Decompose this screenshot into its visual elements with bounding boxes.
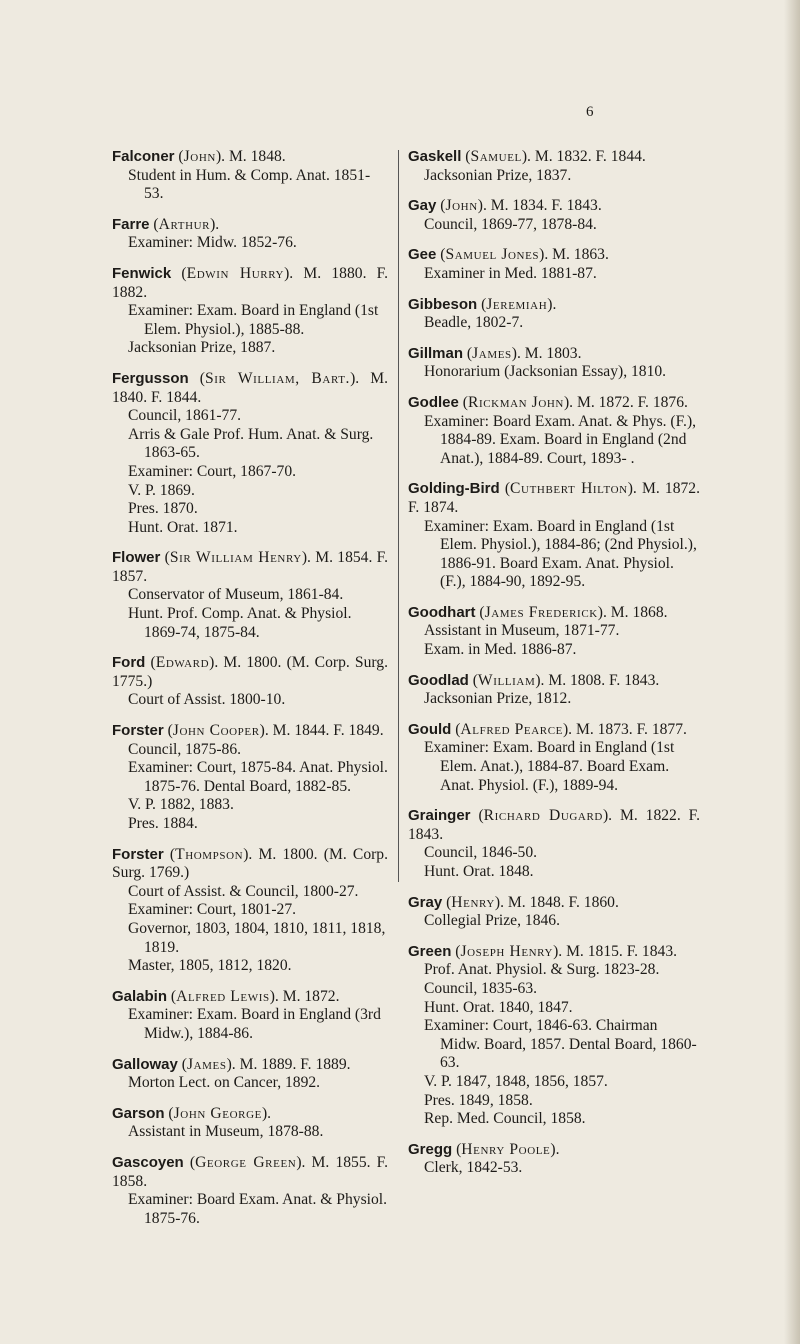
entry-detail-line: Governor, 1803, 1804, 1810, 1811, 1818, 1819. xyxy=(128,919,386,956)
entry-detail-line: Council, 1875-86. xyxy=(128,740,242,758)
entry-detail-line: V. P. 1882, 1883. xyxy=(128,796,234,814)
entry-surname: Gee xyxy=(408,246,437,264)
entry-detail-line: Council, 1835-63. xyxy=(424,979,538,997)
biographical-entry xyxy=(112,1056,388,1093)
entry-heading: Forster (Thompson). M. 1800. (M. Corp. Surg. 1769.) xyxy=(112,845,389,882)
entry-heading: Goodhart (James Frederick). M. 1868. xyxy=(408,603,668,621)
biographical-entry xyxy=(408,246,700,283)
entry-admission-dates: M. 1848. F. 1860. xyxy=(507,893,619,911)
entry-detail-line: Court of Assist. & Council, 1800-27. xyxy=(128,882,359,900)
entry-heading: Fergusson (Sir William, Bart.). M. 1840. F. 1844. xyxy=(112,369,388,406)
entry-detail-line: Student in Hum. & Comp. Anat. 1851-53. xyxy=(128,166,371,203)
biographical-entry xyxy=(112,988,388,1044)
entry-surname: Falconer xyxy=(112,148,175,165)
entry-detail-line: Council, 1869-77, 1878-84. xyxy=(424,215,597,233)
entry-heading: Galloway (James). M. 1889. F. 1889. xyxy=(112,1055,351,1073)
entry-heading: Gray (Henry). M. 1848. F. 1860. xyxy=(408,893,619,911)
page-number: 6 xyxy=(586,104,594,120)
entry-surname: Flower xyxy=(112,549,161,567)
entry-given-names: Cuthbert Hilton xyxy=(510,480,628,498)
entry-heading: Gaskell (Samuel). M. 1832. F. 1844. xyxy=(408,148,646,165)
page-edge-shadow xyxy=(784,0,800,1344)
biographical-entry xyxy=(112,722,388,834)
entry-surname: Godlee xyxy=(408,393,459,411)
entry-detail-line: Honorarium (Jacksonian Essay), 1810. xyxy=(424,363,667,381)
biographical-entry xyxy=(408,148,700,185)
entry-surname: Gregg xyxy=(408,1140,453,1158)
entry-heading: Gibbeson (Jeremiah). xyxy=(408,295,557,313)
entry-given-names: Henry xyxy=(451,893,495,911)
right-column xyxy=(408,148,700,1190)
entry-detail-line: Assistant in Museum, 1871-77. xyxy=(424,622,620,640)
entry-detail-line: Beadle, 1802-7. xyxy=(424,314,524,332)
entry-admission-dates: M. 1800. (M. Corp. Surg. 1775.) xyxy=(112,654,388,690)
entry-given-names: Samuel xyxy=(470,148,522,165)
entry-heading: Godlee (Rickman John). M. 1872. F. 1876. xyxy=(408,393,688,411)
entry-admission-dates: M. 1872. F. 1874. xyxy=(408,480,701,516)
entry-surname: Goodlad xyxy=(408,671,469,689)
entry-surname: Goodhart xyxy=(408,603,476,621)
entry-heading: Gould (Alfred Pearce). M. 1873. F. 1877. xyxy=(408,720,687,738)
entry-given-names: Sir William Henry xyxy=(169,549,302,567)
entry-detail-line: V. P. 1869. xyxy=(128,481,195,499)
entry-given-names: Samuel Jones xyxy=(445,246,540,264)
entry-given-names: Edward xyxy=(155,654,210,672)
entry-given-names: Henry Poole xyxy=(461,1140,551,1158)
entry-heading: Grainger (Richard Dugard). M. 1822. F. 1843. xyxy=(408,807,700,843)
entry-heading: Ford (Edward). M. 1800. (M. Corp. Surg. 1775.) xyxy=(112,654,388,690)
entry-given-names: Edwin Hurry xyxy=(186,264,285,282)
biographical-entry xyxy=(408,894,700,931)
entry-detail-line: Rep. Med. Council, 1858. xyxy=(424,1110,586,1128)
entry-detail-line: Hunt. Orat. 1848. xyxy=(424,863,534,880)
entry-admission-dates: M. 1863. xyxy=(552,246,609,264)
entry-given-names: James xyxy=(186,1055,227,1073)
entry-detail-line: Examiner: Board Exam. Anat. & Phys. (F.), 1884-89. Exam. Board in England (2nd Anat.), 1884-89. Court, 1893- . xyxy=(424,412,697,467)
column-divider xyxy=(398,150,399,882)
entry-surname: Gibbeson xyxy=(408,295,478,313)
entry-surname: Forster xyxy=(112,845,164,863)
entry-detail-line: Examiner: Exam. Board in England (1st Elem. Physiol.), 1884-86; (2nd Physiol.), 1886-91. Board Exam. Anat. Physiol. (F.), 1884-90, 1892-95. xyxy=(424,517,697,591)
entry-given-names: Arthur xyxy=(158,215,211,233)
entry-admission-dates: M. 1840. F. 1844. xyxy=(112,369,388,406)
entry-given-names: Rickman John xyxy=(467,393,564,411)
biographical-entry xyxy=(408,1141,700,1178)
biographical-entry xyxy=(112,1105,388,1142)
entry-admission-dates: M. 1815. F. 1843. xyxy=(566,942,678,960)
entry-heading: Green (Joseph Henry). M. 1815. F. 1843. xyxy=(408,942,678,960)
entry-surname: Gray xyxy=(408,893,443,911)
biographical-entry xyxy=(408,197,700,234)
entry-detail-line: Clerk, 1842-53. xyxy=(424,1159,523,1177)
entry-heading: Gillman (James). M. 1803. xyxy=(408,344,582,362)
entry-surname: Ford xyxy=(112,654,146,672)
entry-admission-dates: M. 1889. F. 1889. xyxy=(239,1055,351,1073)
entry-admission-dates: M. 1872. F. 1876. xyxy=(576,393,688,411)
entry-heading: Fenwick (Edwin Hurry). M. 1880. F. 1882. xyxy=(112,264,388,301)
biographical-entry xyxy=(112,1154,388,1228)
entry-given-names: William xyxy=(477,671,536,689)
entry-given-names: John Cooper xyxy=(172,722,260,740)
entry-detail-line: Hunt. Orat. 1871. xyxy=(128,518,238,536)
entry-admission-dates: M. 1803. xyxy=(524,344,582,362)
biographical-entry xyxy=(112,265,388,358)
entry-admission-dates: M. 1880. F. 1882. xyxy=(112,264,388,301)
entry-detail-line: V. P. 1847, 1848, 1856, 1857. xyxy=(424,1072,608,1090)
entry-admission-dates: M. 1873. F. 1877. xyxy=(575,720,687,738)
entry-detail-line: Master, 1805, 1812, 1820. xyxy=(128,957,292,975)
biographical-entry xyxy=(408,672,700,709)
entry-admission-dates: M. 1848. xyxy=(228,148,286,165)
entry-detail-line: Prof. Anat. Physiol. & Surg. 1823-28. xyxy=(424,961,660,979)
entry-given-names: John George xyxy=(173,1104,262,1122)
entry-given-names: George Green xyxy=(195,1153,297,1171)
entry-surname: Gay xyxy=(408,197,437,215)
entry-detail-line: Examiner: Court, 1801-27. xyxy=(128,901,297,919)
entry-detail-line: Pres. 1884. xyxy=(128,815,198,832)
entry-admission-dates: M. 1868. xyxy=(610,603,668,621)
entry-surname: Galabin xyxy=(112,987,168,1005)
biographical-entry xyxy=(408,604,700,660)
entry-detail-line: Hunt. Orat. 1840, 1847. xyxy=(424,998,573,1016)
biographical-entry xyxy=(112,654,388,710)
biographical-entry xyxy=(408,296,700,333)
entry-given-names: Alfred Lewis xyxy=(176,987,270,1005)
entry-detail-line: Conservator of Museum, 1861-84. xyxy=(128,586,344,604)
entry-detail-line: Jacksonian Prize, 1812. xyxy=(424,690,572,708)
entry-heading: Gee (Samuel Jones). M. 1863. xyxy=(408,246,609,264)
entry-given-names: Joseph Henry xyxy=(460,942,554,960)
biographical-entry xyxy=(112,370,388,537)
entry-heading: Farre (Arthur). xyxy=(112,215,220,233)
entry-detail-line: Examiner: Exam. Board in England (1st Elem. Physiol.), 1885-88. xyxy=(128,302,379,338)
entry-detail-line: Examiner: Court, 1846-63. Chairman Midw. Board, 1857. Dental Board, 1860-63. xyxy=(424,1017,697,1072)
entry-detail-line: Collegial Prize, 1846. xyxy=(424,912,560,930)
entry-detail-line: Court of Assist. 1800-10. xyxy=(128,691,286,709)
entry-detail-line: Examiner in Med. 1881-87. xyxy=(424,264,597,282)
entry-given-names: James xyxy=(472,344,512,362)
entry-given-names: Richard Dugard xyxy=(483,807,603,825)
entry-heading: Gregg (Henry Poole). xyxy=(408,1140,560,1158)
entry-surname: Fergusson xyxy=(112,369,189,387)
entry-detail-line: Arris & Gale Prof. Hum. Anat. & Surg. 1863-65. xyxy=(128,425,374,462)
entry-surname: Forster xyxy=(112,722,164,740)
entry-admission-dates: M. 1834. F. 1843. xyxy=(490,197,602,215)
entry-heading: Gascoyen (George Green). M. 1855. F. 1858. xyxy=(112,1153,388,1190)
entry-admission-dates: M. 1855. F. 1858. xyxy=(112,1153,388,1190)
entry-detail-line: Examiner: Court, 1867-70. xyxy=(128,462,297,480)
entry-detail-line: Pres. 1870. xyxy=(128,500,198,518)
entry-detail-line: Pres. 1849, 1858. xyxy=(424,1091,533,1109)
entry-surname: Gould xyxy=(408,720,452,738)
entry-detail-line: Council, 1861-77. xyxy=(128,407,242,425)
entry-detail-line: Examiner: Court, 1875-84. Anat. Physiol. 1875-76. Dental Board, 1882-85. xyxy=(128,759,388,795)
entry-admission-dates: M. 1844. F. 1849. xyxy=(272,722,384,740)
entry-given-names: James Frederick xyxy=(484,603,598,621)
entry-heading: Garson (John George). xyxy=(112,1104,272,1122)
biographical-entry xyxy=(112,846,388,976)
entry-given-names: Thompson xyxy=(175,845,244,863)
biographical-entry xyxy=(112,216,388,253)
biographical-entry xyxy=(408,943,700,1129)
entry-surname: Golding-Bird xyxy=(408,480,500,498)
entry-surname: Farre xyxy=(112,215,150,233)
entry-heading: Flower (Sir William Henry). M. 1854. F. 1857. xyxy=(112,549,388,585)
entry-detail-line: Jacksonian Prize, 1837. xyxy=(424,166,572,184)
entry-admission-dates: M. 1854. F. 1857. xyxy=(112,549,388,585)
entry-admission-dates: M. 1808. F. 1843. xyxy=(548,671,660,689)
entry-detail-line: Examiner: Exam. Board in England (3rd Midw.), 1884-86. xyxy=(128,1006,381,1042)
entry-detail-line: Examiner: Midw. 1852-76. xyxy=(128,234,297,252)
entry-heading: Forster (John Cooper). M. 1844. F. 1849. xyxy=(112,722,384,740)
entry-surname: Gaskell xyxy=(408,148,462,165)
biographical-entry xyxy=(112,148,388,204)
entry-surname: Grainger xyxy=(408,807,471,825)
entry-detail-line: Hunt. Prof. Comp. Anat. & Physiol. 1869-74, 1875-84. xyxy=(128,605,352,641)
entry-admission-dates: M. 1832. F. 1844. xyxy=(534,148,646,165)
entry-given-names: Alfred Pearce xyxy=(460,720,563,738)
entry-given-names: John xyxy=(445,197,478,215)
entry-surname: Galloway xyxy=(112,1055,178,1073)
entry-given-names: Jeremiah xyxy=(486,295,548,313)
entry-detail-line: Jacksonian Prize, 1887. xyxy=(128,339,276,357)
entry-admission-dates: M. 1822. F. 1843. xyxy=(408,807,700,843)
entry-detail-line: Assistant in Museum, 1878-88. xyxy=(128,1123,324,1141)
entry-heading: Galabin (Alfred Lewis). M. 1872. xyxy=(112,987,340,1005)
biographical-entry xyxy=(408,394,700,468)
biographical-entry xyxy=(408,345,700,382)
entry-detail-line: Exam. in Med. 1886-87. xyxy=(424,641,577,659)
entry-surname: Gascoyen xyxy=(112,1153,184,1171)
entry-surname: Green xyxy=(408,942,452,960)
entry-detail-line: Examiner: Exam. Board in England (1st Elem. Anat.), 1884-87. Board Exam. Anat. Physiol. (F.), 1889-94. xyxy=(424,739,675,794)
biographical-entry xyxy=(112,549,388,642)
entry-heading: Gay (John). M. 1834. F. 1843. xyxy=(408,197,602,215)
entry-surname: Fenwick xyxy=(112,264,172,282)
entry-surname: Garson xyxy=(112,1104,165,1122)
entry-surname: Gillman xyxy=(408,344,464,362)
entry-admission-dates: M. 1800. (M. Corp. Surg. 1769.) xyxy=(112,845,389,882)
entry-given-names: John xyxy=(183,148,216,165)
entry-detail-line: Examiner: Board Exam. Anat. & Physiol. 1875-76. xyxy=(128,1191,387,1227)
entry-given-names: Sir William, Bart. xyxy=(204,369,351,387)
entry-admission-dates: M. 1872. xyxy=(282,987,340,1005)
biographical-entry xyxy=(408,480,700,592)
left-column xyxy=(112,148,388,1240)
biographical-entry xyxy=(408,807,700,881)
entry-heading: Golding-Bird (Cuthbert Hilton). M. 1872. F. 1874. xyxy=(408,480,701,516)
entry-detail-line: Morton Lect. on Cancer, 1892. xyxy=(128,1074,321,1092)
entry-heading: Goodlad (William). M. 1808. F. 1843. xyxy=(408,671,660,689)
entry-detail-line: Council, 1846-50. xyxy=(424,844,538,862)
entry-heading: Falconer (John). M. 1848. xyxy=(112,148,286,165)
biographical-entry xyxy=(408,721,700,795)
